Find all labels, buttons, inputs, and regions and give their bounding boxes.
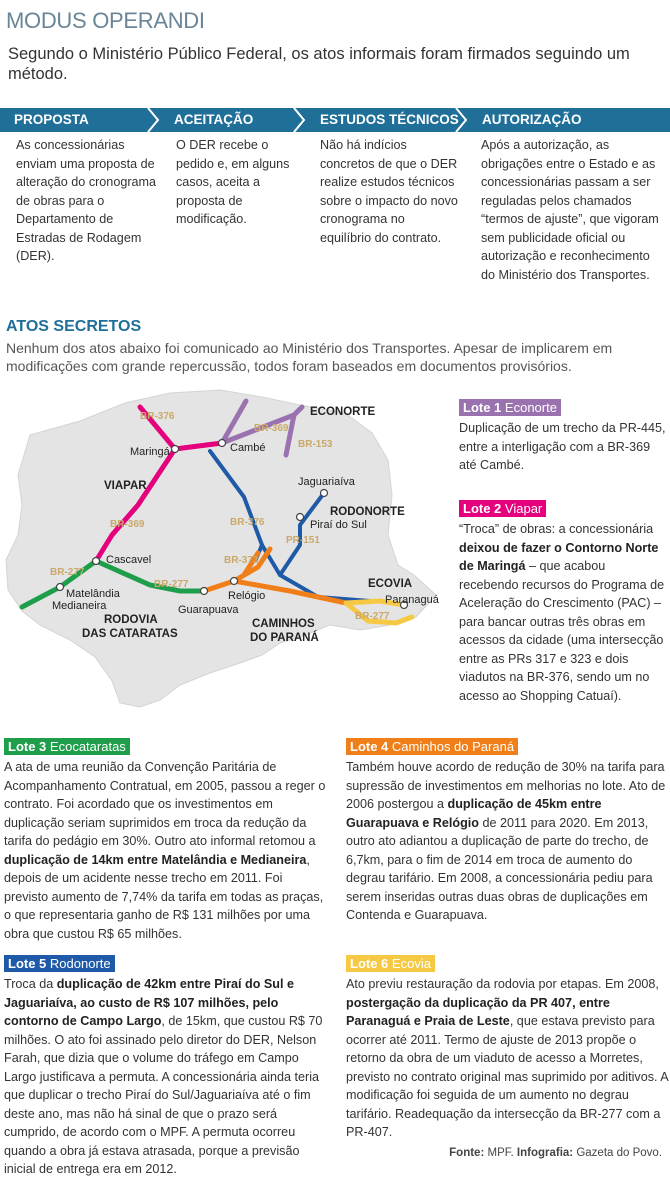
source-value: MPF. xyxy=(487,1147,514,1159)
lote-text-bold: duplicação de 42km entre Piraí do Sul e Jaguariaíva, ao custo de R$ 107 milhões, pelo contorno de Campo Largo xyxy=(4,977,294,1028)
lote-name: Rodonorte xyxy=(49,956,111,971)
chevron-right-icon xyxy=(146,108,160,132)
lote-4 xyxy=(346,738,668,925)
lote-number: Lote 5 xyxy=(8,956,47,971)
chevron-right-icon xyxy=(454,108,468,132)
step-desc-proposta: As concessionárias enviam uma proposta de alteração do cronograma de obras para o Departamento de Estradas de Rodagem (DER). xyxy=(16,138,157,263)
city-label: Relógio xyxy=(228,590,266,602)
lote-text-run: Ato previu restauração da rodovia por etapas. Em 2008, xyxy=(346,977,659,991)
state-outline xyxy=(6,390,436,707)
step-autorizacao xyxy=(468,108,670,132)
lote-text-bold: duplicação de 45km entre Guarapuava e Relógio xyxy=(346,797,602,830)
lote-number: Lote 2 xyxy=(463,501,502,516)
city-label: Paranaguá xyxy=(385,594,439,606)
lote-header xyxy=(4,955,115,972)
city-label: Medianeira xyxy=(52,600,107,612)
concession-label: DO PARANÁ xyxy=(250,632,319,644)
lote-name: Viapar xyxy=(504,501,543,516)
concession-label: RODOVIA xyxy=(104,614,158,626)
intro-text: Segundo o Ministério Público Federal, os atos informais foram firmados seguindo um método. xyxy=(8,45,630,83)
lote-number: Lote 1 xyxy=(463,400,502,415)
lote-number: Lote 4 xyxy=(350,739,389,754)
city-dot-pirai xyxy=(297,514,304,521)
city-label: Matelândia xyxy=(66,588,120,600)
lote-text-run: , que estava previsto para ocorrer até 2011. Termo de ajuste de 2013 propõe o retorno da obra de um viaduto de acesso a Morretes, previsto no contrato original mas suprimido por aditivos. A modificação foi seguida de um aumento no degrau tarifário. Readequação da intersecção da BR-277 com a PR-407. xyxy=(346,1014,669,1139)
hwy-label: PR-151 xyxy=(286,535,320,546)
lote-text xyxy=(4,975,328,1179)
hwy-label: BR-373 xyxy=(224,555,259,566)
lote-text-run: Duplicação de um trecho da PR-445, entre a interligação com a BR-369 até Cambé. xyxy=(459,421,666,472)
lote-text xyxy=(459,419,667,475)
step-label: ACEITAÇÃO xyxy=(174,112,254,127)
lote-text-run: , depois de um acidente nesse trecho em 2011. Foi previsto aumento de 7,74% da tarifa em todas as praças, o que representaria ganho de R$ 131 milhões por uma obra que custou R$ 65 milhões. xyxy=(4,852,324,941)
hwy-label: BR-153 xyxy=(298,439,333,450)
parana-map xyxy=(0,385,450,715)
hwy-label: BR-369 xyxy=(110,519,145,530)
lote-header xyxy=(4,738,130,755)
lote-name: Caminhos do Paraná xyxy=(391,739,515,754)
hwy-label: BR-277 xyxy=(154,579,189,590)
lote-name: Ecovia xyxy=(391,956,431,971)
lote-text-run: , de 15km, que custou R$ 70 milhões. O ato foi assinado pelo diretor do DER, Nelson Farah, que dizia que o volume do tráfego em Campo Largo justificava a permuta. A concessionária ainda teria que duplicar o trecho Piraí do Sul/Jaguariaíva até o fim deste ano, mas não há sinal de que o prazo será cumprido, de acordo com o MPF. A permuta ocorreu quando a obra já estava atrasada, porque a previsão inicial de entrega era em 2012. xyxy=(4,1014,323,1176)
step-desc-autorizacao: Após a autorização, as obrigações entre o Estado e as concessionárias passam a ser reguladas pelos chamados “termos de ajuste”, que vigoram sem publicidade oficial ou autorização e reconhecimento do Ministério dos Transportes. xyxy=(481,138,659,282)
lote-number: Lote 3 xyxy=(8,739,47,754)
concession-label: ECONORTE xyxy=(310,406,376,418)
lote-header xyxy=(459,500,546,517)
city-dot-maringa xyxy=(172,446,179,453)
hwy-label: BR-376 xyxy=(230,517,265,528)
lote-text-bold: deixou de fazer o Contorno Norte de Maringá xyxy=(459,540,659,573)
concession-label: ECOVIA xyxy=(368,578,413,590)
lote-text xyxy=(346,975,668,1142)
hwy-label: BR-369 xyxy=(254,423,289,434)
lote-2 xyxy=(459,500,667,705)
step-estudos-tecnicos xyxy=(306,108,468,132)
step-label: ESTUDOS TÉCNICOS xyxy=(320,112,459,127)
concession-label: VIAPAR xyxy=(104,480,147,492)
hwy-label: BR-376 xyxy=(140,411,175,422)
city-dot-relogio xyxy=(231,578,238,585)
credit-label: Infografia: xyxy=(516,1147,574,1159)
city-label: Jaguariaíva xyxy=(298,476,355,488)
lote-text-run: Também houve acordo de redução de 30% na tarifa para supressão de investimentos em melhorias no lote. Ato de 2006 postergou a xyxy=(346,760,666,811)
lote-5 xyxy=(4,955,328,1179)
hwy-label: BR-277 xyxy=(355,611,390,622)
city-label: Guarapuava xyxy=(178,604,239,616)
lote-header xyxy=(346,955,435,972)
city-dot-cambe xyxy=(219,440,226,447)
lote-3 xyxy=(4,738,328,943)
source-footer xyxy=(449,1147,662,1159)
step-label: AUTORIZAÇÃO xyxy=(482,112,582,127)
lote-text-run: A ata de uma reunião da Convenção Paritária de Acompanhamento Contratual, em 2005, passou a reger o contrato. Foi acordado que os investimentos em duplicação seriam suprimidos em troca da redução da tarifa do pedágio em 30%. Outro ato informal retomou a xyxy=(4,760,326,848)
lote-text-bold: postergação da duplicação da PR 407, entre Paranaguá e Praia de Leste xyxy=(346,995,610,1028)
city-dot-jaguariaiva xyxy=(321,490,328,497)
lote-header xyxy=(346,738,518,755)
city-label: Maringá xyxy=(130,446,170,458)
step-label: PROPOSTA xyxy=(14,112,89,127)
lote-text-run: – que acabou recebendo recursos do Programa de Aceleração do Crescimento (PAC) – para bancar outras três obras em acessos da cidade (uma intersecção entre as PRs 317 e 323 e dois viadutos na BR-376, sendo um no acesso ao Shopping Catuaí). xyxy=(459,559,665,703)
step-desc-aceitacao: O DER recebe o pedido e, em alguns casos, aceita a proposta de modificação. xyxy=(176,138,290,226)
section-title: ATOS SECRETOS xyxy=(6,318,142,335)
section-subtitle: Nenhum dos atos abaixo foi comunicado ao Ministério dos Transportes. Apesar de implicarem em modificações com grande repercussão, todos foram baseados em documentos provisórios. xyxy=(6,340,613,374)
lote-name: Econorte xyxy=(504,400,557,415)
lote-text xyxy=(346,758,668,925)
lote-header xyxy=(459,399,561,416)
lote-text xyxy=(459,520,667,705)
step-aceitacao xyxy=(160,108,306,132)
concession-label: DAS CATARATAS xyxy=(82,628,178,640)
lote-text-bold: duplicação de 14km entre Matelândia e Medianeira xyxy=(4,852,307,867)
page-title: MODUS OPERANDI xyxy=(6,8,205,33)
city-dot-guarapuava xyxy=(201,588,208,595)
city-dot-cascavel xyxy=(93,558,100,565)
lote-name: Ecocataratas xyxy=(49,739,126,754)
credit-value: Gazeta do Povo. xyxy=(576,1147,662,1159)
chevron-right-icon xyxy=(292,108,306,132)
step-proposta xyxy=(0,108,160,132)
lote-number: Lote 6 xyxy=(350,956,389,971)
lote-6 xyxy=(346,955,668,1142)
lote-1 xyxy=(459,399,667,475)
concession-label: RODONORTE xyxy=(330,506,405,518)
city-label: Cascavel xyxy=(106,554,152,566)
source-label: Fonte: xyxy=(449,1147,485,1159)
city-label: Cambé xyxy=(230,442,266,454)
hwy-label: BR-277 xyxy=(50,567,85,578)
process-steps-bar xyxy=(0,108,670,132)
lote-text-run: de 2011 para 2020. Em 2013, outro ato adiantou a duplicação de parte do trecho, de 6,7km, para o fim de 2014 em troca de aumento do degrau tarifário. Em 2008, a concessionária pediu para serem inseridas outras duas obras de duplicações em Contenda e Guarapuava. xyxy=(346,815,653,922)
city-dot-matelandia xyxy=(57,584,64,591)
lote-text-run: Troca da xyxy=(4,977,57,991)
step-desc-estudos: Não há indícios concretos de que o DER realize estudos técnicos sobre o impacto do novo cronograma no equilíbrio do contrato. xyxy=(320,138,458,245)
city-label: Piraí do Sul xyxy=(310,519,367,531)
lote-text xyxy=(4,758,328,943)
lote-text-run: “Troca” de obras: a concessionária xyxy=(459,522,654,536)
concession-label: CAMINHOS xyxy=(252,618,315,630)
